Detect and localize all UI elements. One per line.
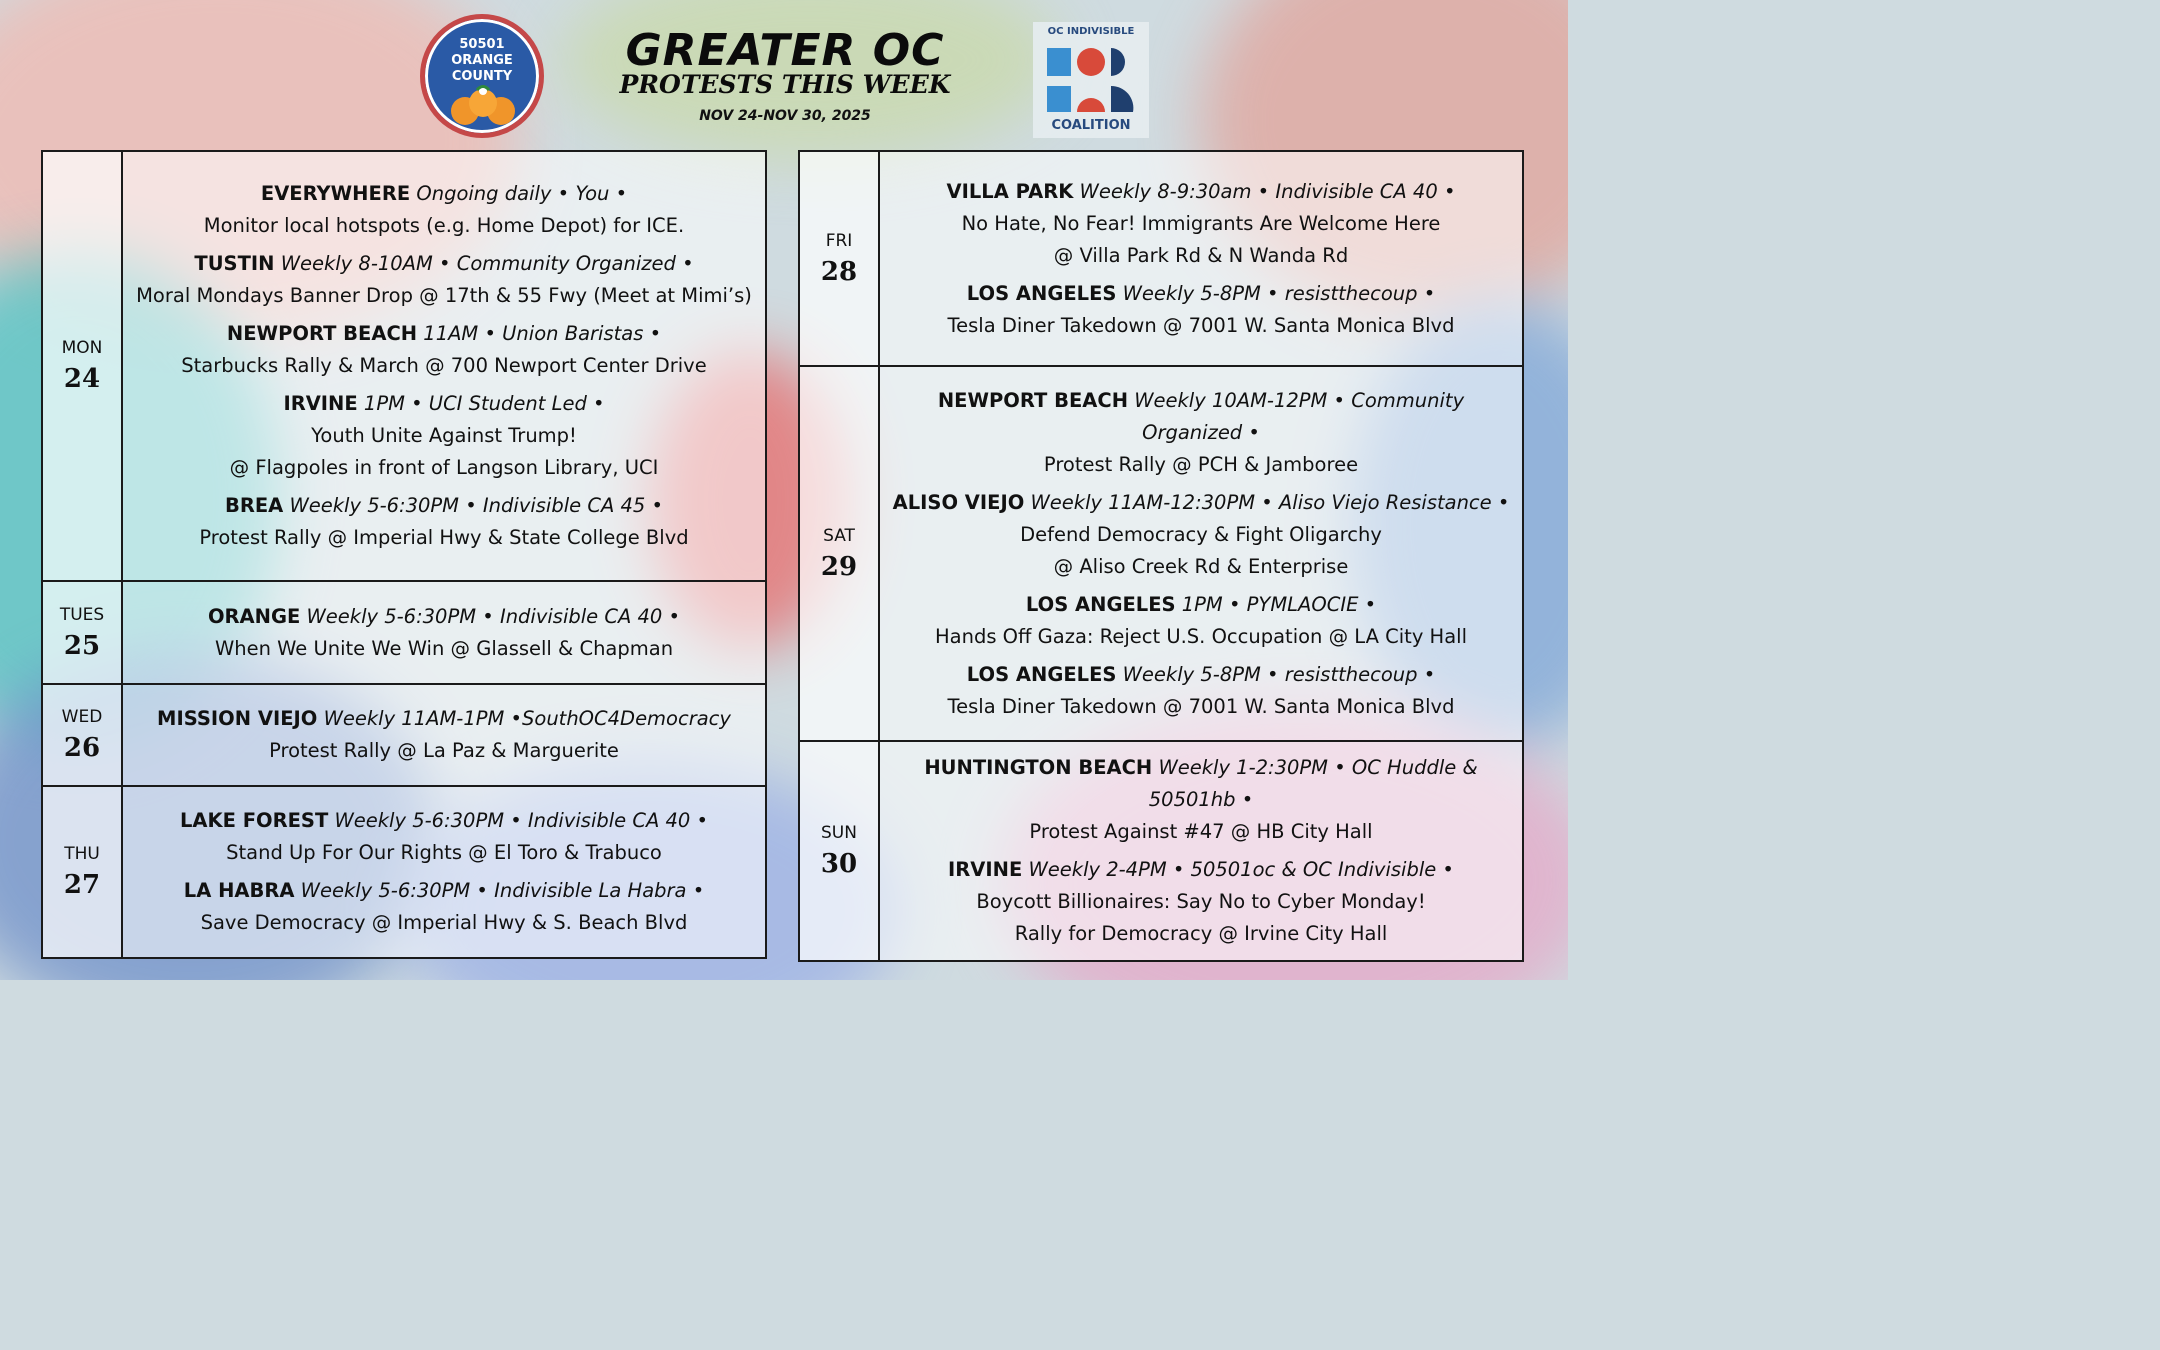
coalition-shapes-icon (1045, 42, 1137, 114)
badge-line3: COUNTY (451, 69, 513, 84)
event-location: LOS ANGELES (1025, 592, 1176, 616)
event-item (886, 278, 1516, 342)
event-item (129, 601, 759, 665)
event-details: Weekly 1-2:30PM • OC Huddle & 50501hb • (1148, 756, 1478, 811)
event-details: Weekly 5-8PM • resistthecoup • (1122, 662, 1436, 686)
day-cell (799, 151, 879, 366)
event-item (886, 854, 1516, 950)
event-item (129, 490, 759, 554)
coalition-logo-top: OC INDIVISIBLE (1047, 26, 1135, 37)
day-name: SUN (821, 823, 857, 843)
event-location: LAKE FOREST (179, 809, 329, 832)
event-description-line2: @ Villa Park Rd & N Wanda Rd (1053, 243, 1349, 267)
event-details: 11AM • Union Baristas • (423, 322, 662, 345)
event-location: VILLA PARK (946, 179, 1074, 203)
event-description-line2: Rally for Democracy @ Irvine City Hall (1014, 922, 1388, 945)
event-location: MISSION VIEJO (157, 707, 318, 730)
event-description: Monitor local hotspots (e.g. Home Depot) for ICE. (203, 214, 685, 237)
badge-line1: 50501 (459, 37, 505, 52)
event-details: Weekly 8-10AM • Community Organized • (280, 252, 694, 275)
day-row (799, 741, 1523, 961)
event-location: IRVINE (948, 858, 1023, 881)
event-description: When We Unite We Win @ Glassell & Chapman (214, 636, 674, 660)
date-range: NOV 24-NOV 30, 2025 (699, 108, 871, 124)
day-row (799, 366, 1523, 741)
event-location: BREA (224, 494, 284, 517)
event-item (886, 487, 1516, 583)
event-location: ALISO VIEJO (892, 490, 1025, 514)
event-details: Weekly 5-6:30PM • Indivisible CA 40 • (334, 809, 709, 832)
event-description: Stand Up For Our Rights @ El Toro & Trabuco (226, 841, 662, 864)
event-description: Youth Unite Against Trump! (311, 424, 577, 447)
day-name: FRI (825, 230, 853, 251)
event-item (886, 589, 1516, 653)
day-number: 28 (820, 256, 858, 287)
day-row (42, 151, 766, 581)
event-location: IRVINE (283, 392, 358, 415)
event-details: Weekly 5-6:30PM • Indivisible La Habra • (300, 879, 705, 902)
day-row (42, 786, 766, 958)
event-details: Weekly 10AM-12PM • Community Organized • (1134, 388, 1465, 444)
badge-line2: ORANGE (451, 53, 513, 68)
event-description: Save Democracy @ Imperial Hwy & S. Beach Blvd (200, 911, 688, 934)
event-location: LOS ANGELES (966, 662, 1117, 686)
day-number: 29 (820, 551, 858, 582)
event-details: Weekly 8-9:30am • Indivisible CA 40 • (1079, 179, 1456, 203)
day-name: TUES (59, 604, 105, 625)
events-cell (122, 151, 766, 581)
events-cell (879, 151, 1523, 366)
day-number: 26 (63, 733, 101, 763)
day-row (42, 684, 766, 786)
oc-indivisible-coalition-logo (1033, 22, 1149, 138)
page-title: GREATER OC (625, 25, 945, 76)
day-cell (42, 684, 122, 786)
event-description: Protest Against #47 @ HB City Hall (1029, 820, 1373, 843)
event-item (129, 248, 759, 312)
event-item (886, 176, 1516, 272)
day-cell (42, 151, 122, 581)
events-cell (122, 684, 766, 786)
event-item (129, 703, 759, 767)
event-description: Tesla Diner Takedown @ 7001 W. Santa Monica Blvd (947, 694, 1455, 718)
event-description-line2: @ Flagpoles in front of Langson Library, UCI (229, 456, 659, 479)
event-item (886, 752, 1516, 848)
event-details: Weekly 11AM-12:30PM • Aliso Viejo Resistance • (1030, 490, 1510, 514)
header (0, 0, 1568, 150)
event-item (129, 875, 759, 939)
event-description: Tesla Diner Takedown @ 7001 W. Santa Monica Blvd (947, 313, 1455, 337)
day-row (799, 151, 1523, 366)
day-cell (42, 581, 122, 684)
day-number: 30 (820, 849, 858, 879)
event-item (129, 805, 759, 869)
50501-orange-county-logo (420, 14, 544, 138)
event-location: NEWPORT BEACH (226, 322, 418, 345)
event-details: Weekly 5-6:30PM • Indivisible CA 40 • (306, 604, 681, 628)
day-row (42, 581, 766, 684)
event-description: Boycott Billionaires: Say No to Cyber Monday! (976, 890, 1426, 913)
event-location: NEWPORT BEACH (937, 388, 1129, 412)
event-description: Moral Mondays Banner Drop @ 17th & 55 Fwy (Meet at Mimi’s) (136, 284, 752, 307)
event-item (886, 385, 1516, 481)
day-name: SAT (823, 525, 855, 546)
event-details: Ongoing daily • You • (416, 182, 628, 205)
event-description: Hands Off Gaza: Reject U.S. Occupation @ LA City Hall (934, 624, 1468, 648)
day-name: THU (64, 844, 100, 864)
day-number: 27 (63, 870, 101, 900)
event-description: Protest Rally @ La Paz & Marguerite (269, 739, 619, 762)
event-description: Protest Rally @ PCH & Jamboree (1043, 452, 1359, 476)
event-location: EVERYWHERE (260, 182, 411, 205)
event-details: Weekly 5-6:30PM • Indivisible CA 45 • (289, 494, 664, 517)
event-location: HUNTINGTON BEACH (924, 756, 1153, 779)
day-cell (799, 741, 879, 961)
event-details: Weekly 5-8PM • resistthecoup • (1122, 281, 1436, 305)
day-cell (42, 786, 122, 958)
day-cell (799, 366, 879, 741)
events-cell (879, 741, 1523, 961)
page-subtitle: PROTESTS THIS WEEK (619, 70, 951, 99)
schedule-right-column (798, 150, 1524, 962)
day-number: 25 (63, 630, 101, 661)
event-location: LOS ANGELES (966, 281, 1117, 305)
event-item (129, 388, 759, 484)
event-item (129, 178, 759, 242)
events-cell (122, 786, 766, 958)
event-location: TUSTIN (194, 252, 275, 275)
event-details: 1PM • PYMLAOCIE • (1181, 592, 1377, 616)
day-name: MON (61, 338, 103, 358)
schedule-left-column (41, 150, 767, 959)
event-description: Protest Rally @ Imperial Hwy & State College Blvd (199, 526, 689, 549)
events-cell (122, 581, 766, 684)
oranges-icon (447, 85, 519, 129)
event-description-line2: @ Aliso Creek Rd & Enterprise (1053, 554, 1349, 578)
event-location: LA HABRA (183, 879, 295, 902)
event-details: Weekly 11AM-1PM •SouthOC4Democracy (323, 707, 731, 730)
event-item (886, 659, 1516, 723)
event-description: No Hate, No Fear! Immigrants Are Welcome Here (961, 211, 1441, 235)
day-name: WED (61, 707, 103, 727)
event-details: 1PM • UCI Student Led • (363, 392, 605, 415)
event-description: Starbucks Rally & March @ 700 Newport Center Drive (181, 354, 707, 377)
day-number: 24 (63, 364, 101, 394)
event-description: Defend Democracy & Fight Oligarchy (1020, 522, 1382, 546)
event-details: Weekly 2-4PM • 50501oc & OC Indivisible • (1028, 858, 1454, 881)
coalition-logo-bottom: COALITION (1051, 118, 1131, 133)
event-item (129, 318, 759, 382)
event-location: ORANGE (207, 604, 301, 628)
events-cell (879, 366, 1523, 741)
